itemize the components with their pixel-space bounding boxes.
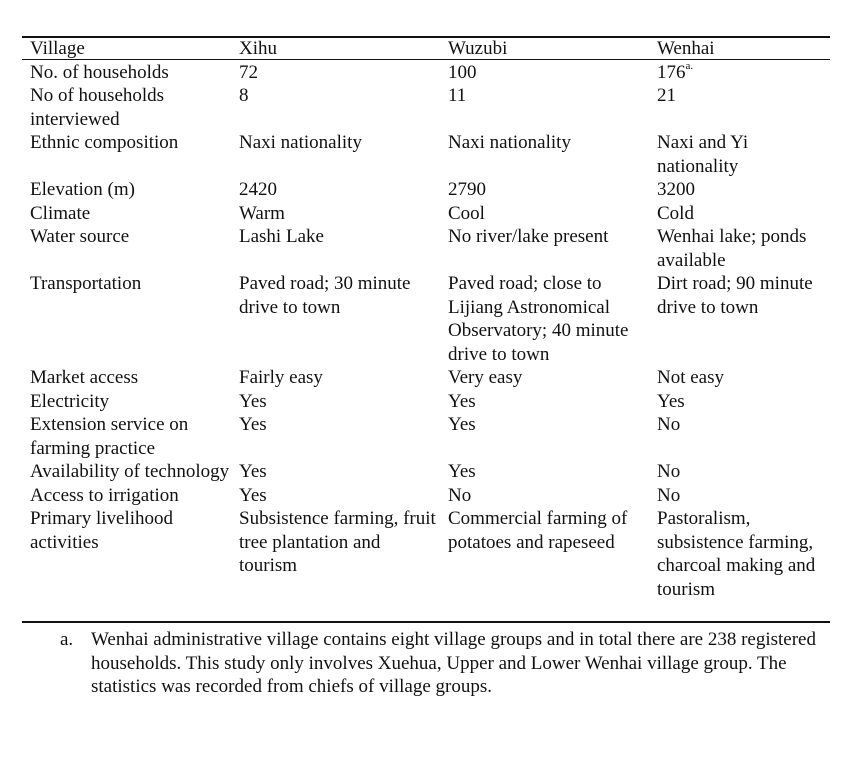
cell-wuzubi-text: Yes [448, 461, 476, 482]
row-label-text: Access to irrigation [30, 484, 179, 506]
row-label-text: Electricity [30, 390, 110, 412]
cell-wuzubi [440, 202, 649, 226]
row-label [22, 84, 231, 131]
cell-wenhai-text: No [657, 484, 681, 506]
cell-wuzubi [440, 507, 649, 601]
row-label-text: Climate [30, 202, 91, 224]
cell-wuzubi [440, 131, 649, 178]
row-label [22, 460, 231, 484]
cell-wuzubi-text: Yes [448, 414, 476, 435]
cell-wenhai-text: Pastoralism, subsistence farming, charcoal making and tourism [657, 508, 816, 600]
cell-wenhai [649, 61, 830, 85]
row-label-text: Primary livelihood activities [30, 508, 174, 553]
row-label [22, 202, 231, 226]
cell-wuzubi-text: Commercial farming of potatoes and rapeseed [448, 508, 628, 553]
cell-wuzubi [440, 366, 649, 390]
row-label [22, 178, 231, 202]
cell-wenhai [649, 390, 830, 414]
cell-xihu-text: 8 [239, 85, 249, 106]
cell-wuzubi [440, 272, 649, 366]
table-row [22, 507, 830, 601]
cell-wenhai [649, 460, 830, 484]
header-xihu: Xihu [239, 38, 277, 59]
cell-xihu [231, 225, 440, 272]
cell-xihu-text: Subsistence farming, fruit tree plantation and tourism [239, 508, 436, 576]
row-label [22, 484, 231, 508]
table-row [22, 272, 830, 366]
table-bottom-rule [22, 621, 830, 623]
cell-xihu-text: Paved road; 30 minute drive to town [239, 273, 411, 318]
table-row [22, 61, 830, 85]
cell-wuzubi [440, 178, 649, 202]
table-row [22, 413, 830, 460]
village-characteristics-table [22, 37, 830, 601]
cell-wuzubi-text: 11 [448, 85, 467, 106]
cell-wenhai [649, 366, 830, 390]
cell-wenhai-text: Not easy [657, 367, 725, 388]
row-label-text: Water source [30, 226, 130, 247]
cell-wenhai-text: Cold [657, 202, 694, 224]
cell-xihu [231, 484, 440, 508]
cell-wuzubi-text: Cool [448, 202, 485, 224]
table-row [22, 225, 830, 272]
cell-wenhai-text: 21 [657, 85, 676, 106]
row-label-text: Transportation [30, 273, 142, 294]
cell-xihu-text: 2420 [239, 179, 277, 200]
table-row [22, 390, 830, 414]
cell-xihu-text: Yes [239, 461, 267, 482]
cell-xihu [231, 202, 440, 226]
cell-xihu-text: Yes [239, 484, 267, 506]
cell-wenhai [649, 507, 830, 601]
row-label-text: Elevation (m) [30, 179, 135, 200]
cell-xihu-text: Warm [239, 202, 285, 224]
footnote-marker: a. [60, 629, 74, 650]
row-label [22, 272, 231, 366]
cell-xihu [231, 178, 440, 202]
footnote-reference: a. [685, 59, 694, 72]
cell-wenhai [649, 225, 830, 272]
cell-wenhai-text: Yes [657, 390, 685, 412]
footnote-text: Wenhai administrative village contains eight village groups and in total there are 238 registered households. This study only involves Xuehua, Upper and Lower Wenhai village group. The statistics was recorded from chiefs of village groups. [91, 629, 816, 697]
row-label-text: Extension service on farming practice [30, 414, 189, 459]
table-row [22, 484, 830, 508]
cell-wenhai-text: No [657, 414, 681, 435]
cell-xihu [231, 413, 440, 460]
cell-xihu-text: Yes [239, 414, 267, 435]
cell-wuzubi-text: Very easy [448, 367, 523, 388]
cell-xihu [231, 272, 440, 366]
cell-wenhai-text: Naxi and Yi nationality [657, 132, 749, 177]
cell-xihu [231, 131, 440, 178]
table-row [22, 202, 830, 226]
cell-wenhai [649, 131, 830, 178]
cell-xihu-text: Naxi nationality [239, 132, 362, 153]
row-label [22, 390, 231, 414]
header-wenhai: Wenhai [657, 38, 715, 59]
cell-wenhai [649, 413, 830, 460]
row-label [22, 131, 231, 178]
cell-wenhai-text: 3200 [657, 179, 695, 200]
cell-xihu [231, 61, 440, 85]
table-row [22, 460, 830, 484]
table-body [22, 61, 830, 602]
cell-wuzubi [440, 225, 649, 272]
cell-xihu [231, 84, 440, 131]
cell-wuzubi [440, 61, 649, 85]
cell-wuzubi-text: 2790 [448, 179, 486, 200]
cell-wuzubi [440, 460, 649, 484]
cell-wuzubi-text: Yes [448, 390, 476, 412]
cell-wuzubi-text: No [448, 484, 472, 506]
cell-wenhai [649, 178, 830, 202]
cell-wuzubi [440, 484, 649, 508]
cell-wenhai [649, 272, 830, 366]
cell-wenhai-text: 176 [657, 61, 686, 83]
row-label [22, 225, 231, 272]
row-label [22, 366, 231, 390]
cell-wuzubi [440, 390, 649, 414]
cell-xihu-text: Lashi Lake [239, 226, 324, 247]
row-label-text: Market access [30, 367, 139, 388]
row-label-text: No of households interviewed [30, 85, 165, 130]
cell-wenhai-text: Dirt road; 90 minute drive to town [657, 273, 813, 318]
row-label [22, 413, 231, 460]
table-row [22, 84, 830, 131]
cell-xihu [231, 460, 440, 484]
row-label-text: No. of households [30, 61, 169, 83]
cell-wenhai [649, 484, 830, 508]
row-label-text: Ethnic composition [30, 132, 179, 153]
cell-wuzubi-text: Paved road; close to Lijiang Astronomical Observatory; 40 minute drive to town [448, 273, 629, 365]
cell-wuzubi [440, 84, 649, 131]
cell-xihu [231, 390, 440, 414]
cell-wuzubi [440, 413, 649, 460]
header-wuzubi: Wuzubi [448, 38, 508, 59]
cell-wenhai [649, 84, 830, 131]
cell-xihu-text: Fairly easy [239, 367, 323, 388]
cell-xihu [231, 507, 440, 601]
row-label [22, 61, 231, 85]
cell-wenhai-text: No [657, 461, 681, 482]
cell-wuzubi-text: 100 [448, 61, 477, 83]
cell-xihu-text: 72 [239, 61, 258, 83]
row-label [22, 507, 231, 601]
table-row [22, 366, 830, 390]
cell-xihu-text: Yes [239, 390, 267, 412]
cell-wenhai-text: Wenhai lake; ponds available [657, 226, 807, 271]
table-header-row [22, 37, 830, 61]
table-row [22, 178, 830, 202]
row-label-text: Availability of technology [30, 461, 230, 482]
table-row [22, 131, 830, 178]
cell-wuzubi-text: No river/lake present [448, 226, 609, 247]
cell-wuzubi-text: Naxi nationality [448, 132, 571, 153]
cell-wenhai [649, 202, 830, 226]
header-village: Village [30, 38, 85, 59]
cell-xihu [231, 366, 440, 390]
